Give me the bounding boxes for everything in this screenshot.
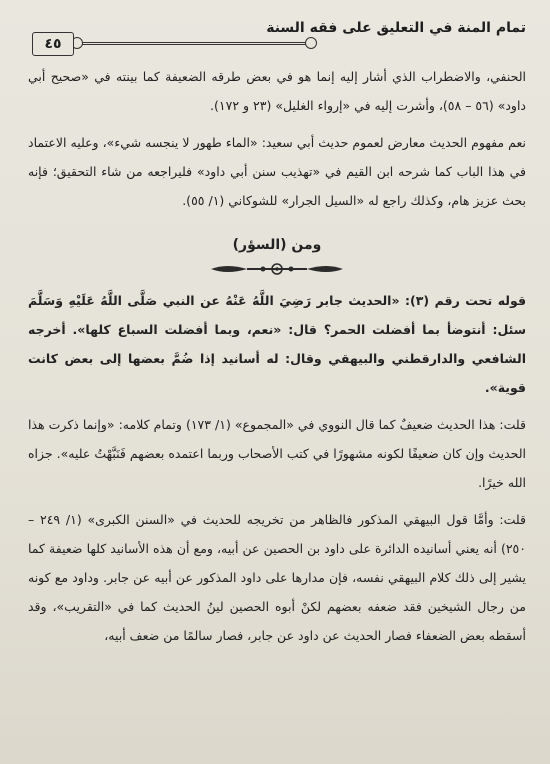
- page-body: [28, 62, 526, 650]
- commentary-paragraph: قلت: وأمَّا قول البيهقي المذكور فالظاهر من تخريجه للحديث في «السنن الكبرى» (١/ ٢٤٩ – ٢٥٠) أنه يعني أسانيده الدائرة على داود بن الحصين عن أبيه، ومع أن هذه الأسانيد كلها ضعيفة كما يشير إلى ذلك كلام البيهقي نفسه، فإن مدارها على داود المذكور عن أبيه عن جابر. وداود مع كونه من رجال الشيخين فقد ضعفه بعضهم لكنْ أبوه الحصين لينُ الحديث كما في «التقريب»، وقد أسقطه بعض الضعفاء فصار الحديث عن داود عن جابر، فصار سالمًا من ضعف أبيه،: [28, 512, 526, 643]
- header-rule: [74, 42, 310, 45]
- section-heading: ومن (السؤر): [232, 237, 322, 253]
- ornamental-divider-icon: [28, 262, 526, 276]
- commentary-paragraph: قلت: هذا الحديث ضعيفٌ كما قال النووي في «المجموع» (١/ ١٧٣) وتمام كلامه: «وإنما ذكرت هذا الحديث وإن كان ضعيفًا لكونه مشهورًا في كتب الأصحاب وربما اعتمده بعضهم فَنَبَّهْتُ عليه». جزاه الله خيرًا.: [28, 417, 526, 490]
- running-head-title: تمام المنة في التعليق على فقه السنة: [266, 20, 526, 36]
- paragraph: الحنفي، والاضطراب الذي أشار إليه إنما هو في بعض طرقه الضعيفة كما بينته في «صحيح أبي داود» (٥٦ – ٥٨)، وأشرت إليه في «إرواء الغليل» (٢٣ و ١٧٢).: [28, 69, 526, 113]
- paragraph: نعم مفهوم الحديث معارض لعموم حديث أبي سعيد: «الماء طهور لا ينجسه شيء»، وعليه الاعتماد في هذا الباب كما شرحه ابن القيم في «تهذيب سنن أبي داود» فليراجعه من شاء التحقيق؛ فإنه بحث عزيز هام، وكذلك راجع له «السيل الجرار» للشوكاني (١/ ٥٥).: [28, 135, 526, 208]
- rule-ornament-right: [305, 37, 317, 49]
- quoted-text: قوله تحت رقم (٣): «الحديث جابر رَضِيَ اللَّهُ عَنْهُ عن النبي صَلَّى اللَّهُ عَلَيْهِ وَسَلَّمَ سئل: أنتوضأ بما أفضلت الحمر؟ قال: «نعم، وبما أفضلت السباع كلها». أخرجه الشافعي والدارقطني والبيهقي وقال: له أسانيد إذا ضُمَّ بعضها إلى بعض كانت قوية».: [28, 293, 527, 395]
- page-number: ٤٥: [32, 32, 74, 56]
